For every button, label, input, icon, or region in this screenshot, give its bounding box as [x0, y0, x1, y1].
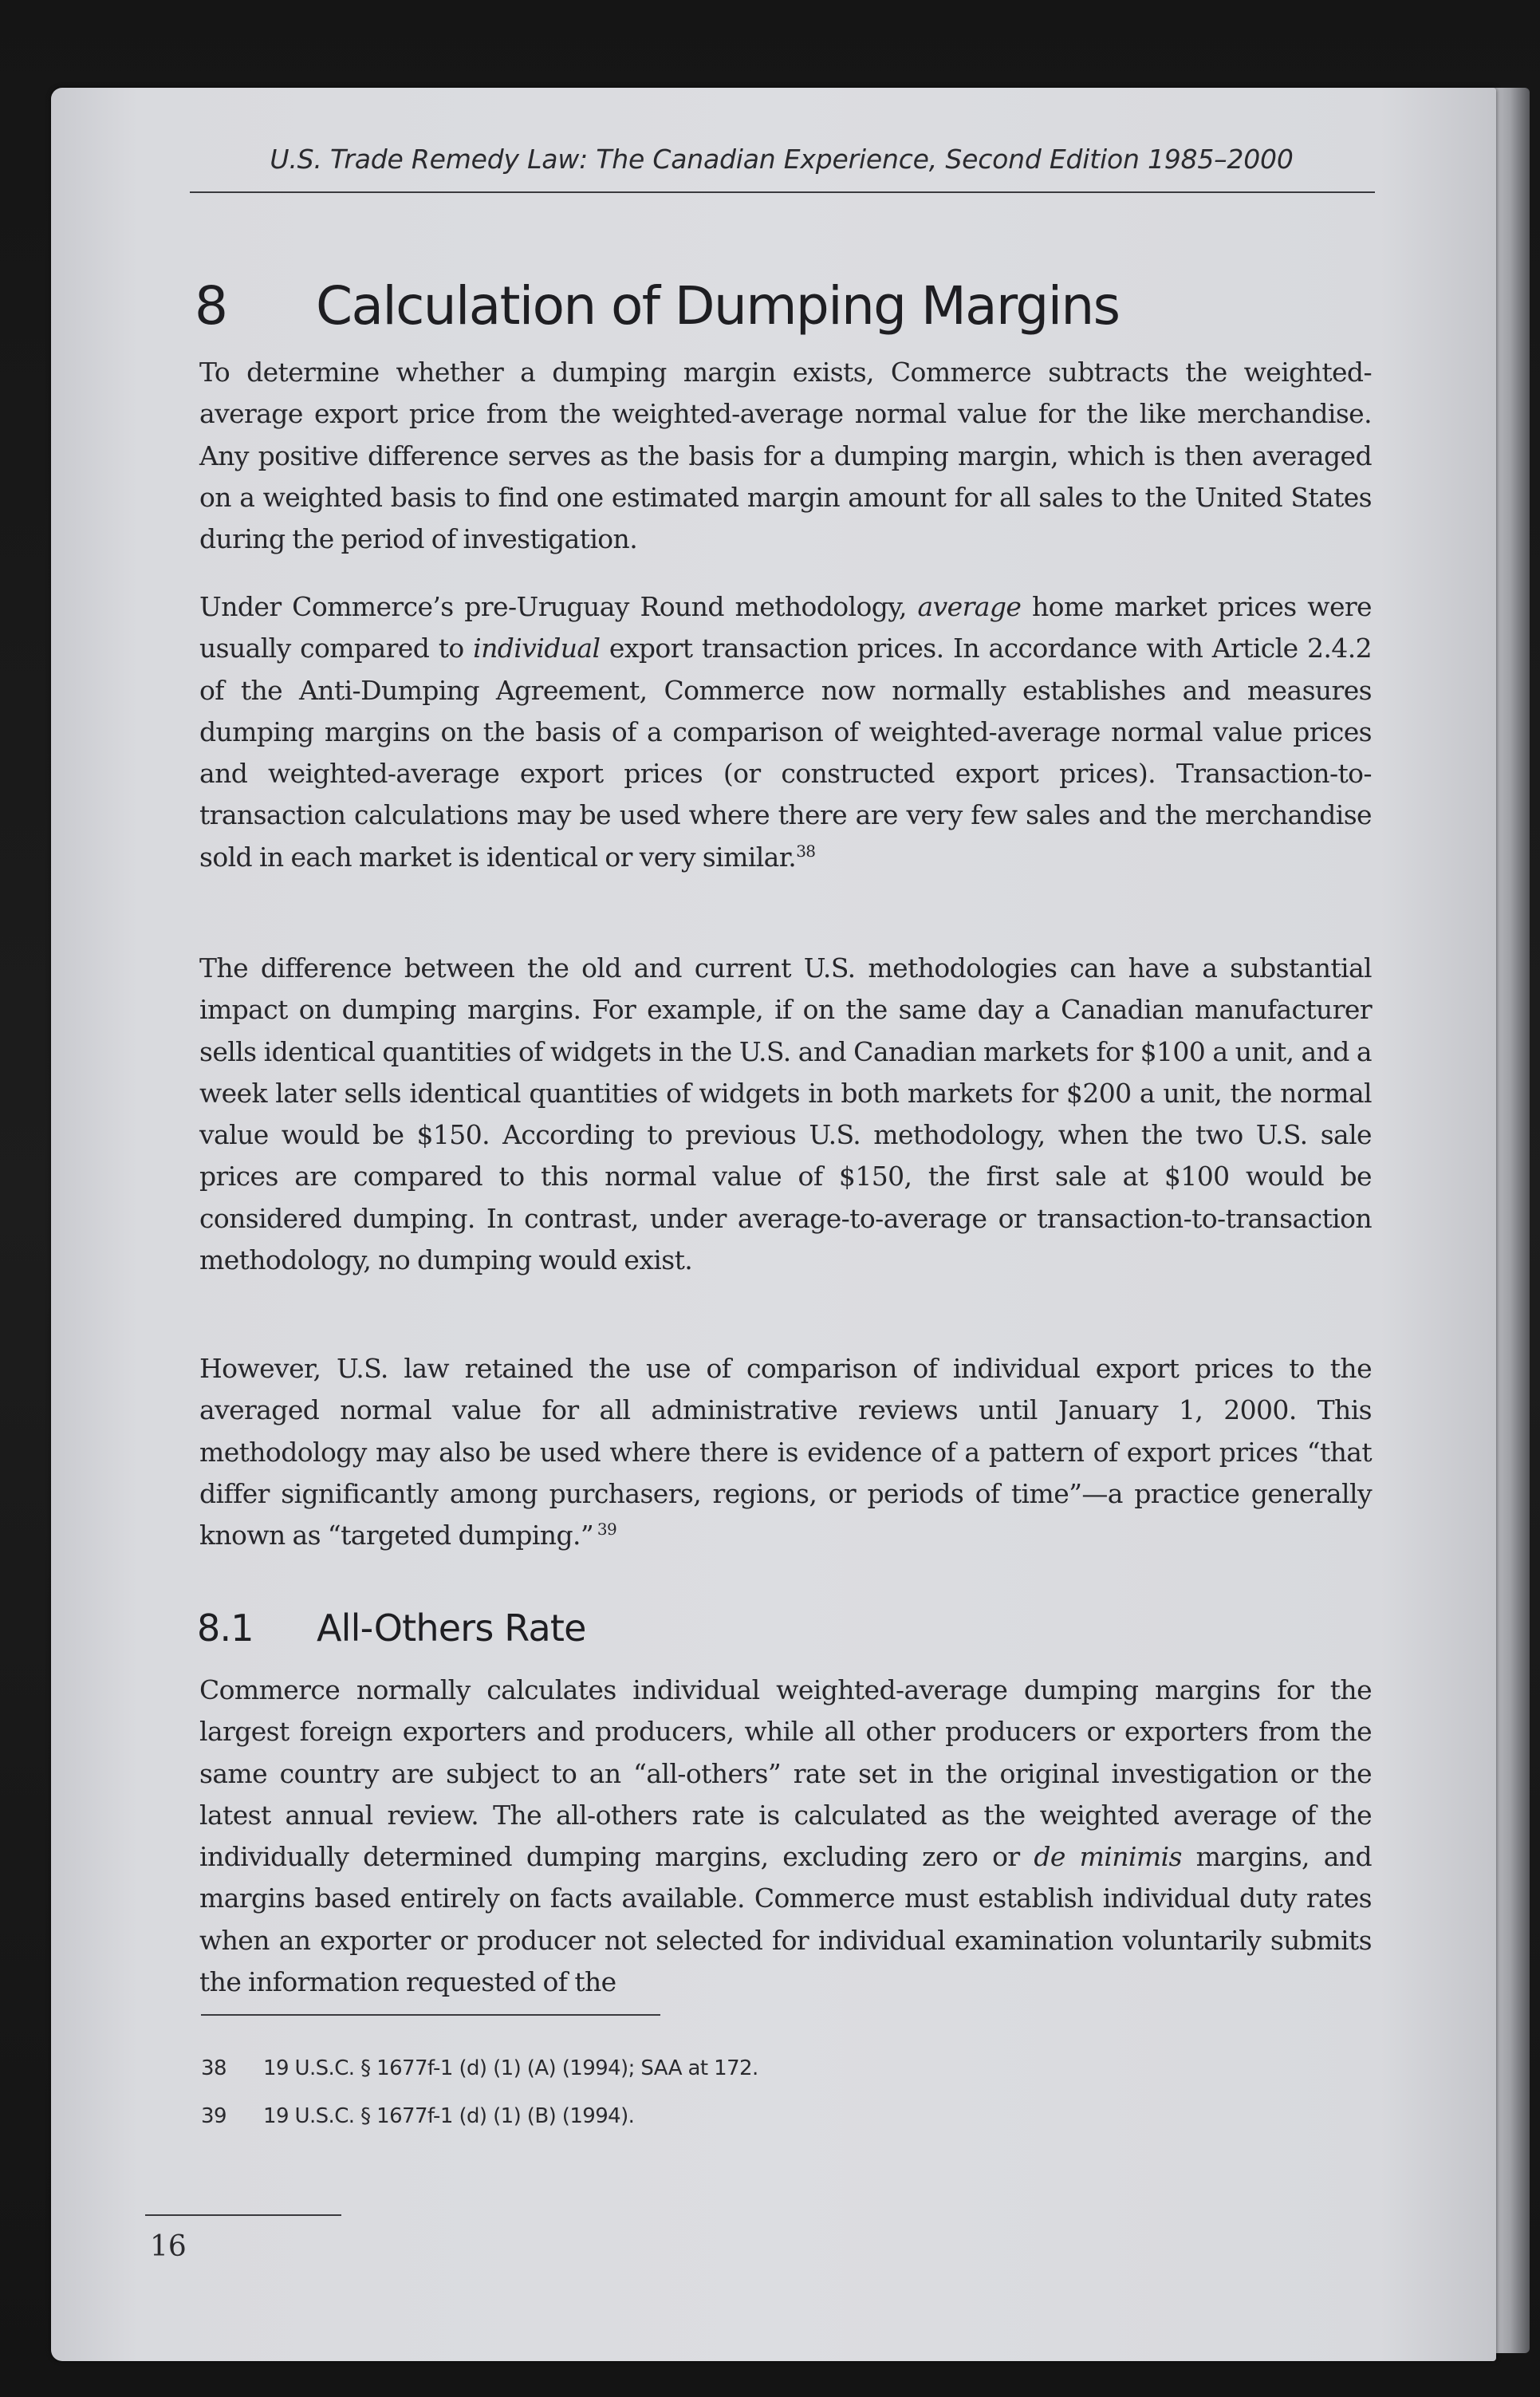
- section-heading: [197, 1607, 586, 1650]
- paragraph-all-others: [199, 1670, 1372, 2003]
- section-title: All-Others Rate: [317, 1607, 586, 1650]
- footnote-39: [201, 2104, 634, 2128]
- footnote-text: 19 U.S.C. § 1677f-1 (d) (1) (B) (1994).: [263, 2104, 635, 2128]
- paragraph-text: home market prices were usually compared to: [199, 591, 1372, 664]
- emphasis-de-minimis: de minimis: [1034, 1841, 1182, 1873]
- section-number: 8.1: [197, 1607, 254, 1650]
- paragraph-example: The difference between the old and current U.S. methodologies can have a substantial impact on dumping margins. For example, if on the same day a Canadian manufacturer sells identical quantities of widgets in the U.S. and Canadian markets for $100 a unit, and a week later sells identical quantities of widgets in both markets for $200 a unit, the normal value would be $150. According to previous U.S. methodology, when the two U.S. sale prices are compared to this normal value of $150, the first sale at $100 would be considered dumping. In contrast, under average-to-average or transaction-to-transaction methodology, no dumping would exist.: [199, 952, 1372, 1276]
- footnote-rule: [201, 2014, 660, 2016]
- running-head-rule: [190, 191, 1375, 193]
- chapter-heading: [195, 275, 1119, 337]
- footnote-number: 38: [201, 2056, 226, 2080]
- paragraph-text: Commerce normally calculates individual weighted-average dumping margins for the largest foreign exporters and producers, while all other producers or exporters from the same country are subject to an “all-others” rate set in the original investigation or the latest annual review. The all-others rate is calculated as the weighted average of the individually determined dumping margins, excluding zero or: [199, 1674, 1372, 1873]
- footnote-number: 39: [201, 2104, 226, 2128]
- paragraph-text: export transaction prices. In accordance with Article 2.4.2 of the Anti-Dumping Agreement, Commerce now normally establishes and measures dumping margins on the basis of a comparison of weighted-average normal value prices and weighted-average export prices (or constructed export prices). Transaction-to-transaction calculations may be used where there are very few sales and the merchandise sold in each market is identical or very similar.: [199, 633, 1372, 873]
- footnote-38: [201, 2056, 758, 2080]
- paragraph-methodology: [199, 586, 1372, 878]
- paragraph-intro: To determine whether a dumping margin exists, Commerce subtracts the weighted-average export price from the weighted-average normal value for the like merchandise. Any positive difference serves as the basis for a dumping margin, which is then averaged on a weighted basis to find one estimated margin amount for all sales to the United States during the period of investigation.: [199, 357, 1372, 555]
- footnote-ref-38: 38: [796, 841, 816, 861]
- running-head: U.S. Trade Remedy Law: The Canadian Experience, Second Edition 1985–2000: [270, 144, 1294, 175]
- chapter-number: 8: [195, 275, 227, 337]
- chapter-title: Calculation of Dumping Margins: [316, 275, 1120, 337]
- page-number: 16: [150, 2230, 187, 2263]
- footnote-ref-39: 39: [593, 1520, 617, 1540]
- paragraph-text: However, U.S. law retained the use of comparison of individual export prices to the averaged normal value for all administrative reviews until January 1, 2000. This methodology may also be used where there is evidence of a pattern of export prices “that differ significantly among purchasers, regions, or periods of time”—a practice generally known as “targeted dumping.”: [199, 1353, 1372, 1551]
- footnote-text: 19 U.S.C. § 1677f-1 (d) (1) (A) (1994); SAA at 172.: [263, 2056, 758, 2080]
- paragraph-targeted-dumping: [199, 1348, 1372, 1556]
- paragraph-text: margins, and margins based entirely on facts available. Commerce must establish individual duty rates when an exporter or producer not selected for individual examination voluntarily submits the information requested of the: [199, 1841, 1372, 1998]
- paragraph-text: Under Commerce’s pre-Uruguay Round methodology,: [199, 591, 918, 622]
- emphasis-individual: individual: [473, 633, 601, 664]
- folio-rule: [145, 2214, 341, 2216]
- emphasis-average: average: [917, 591, 1022, 622]
